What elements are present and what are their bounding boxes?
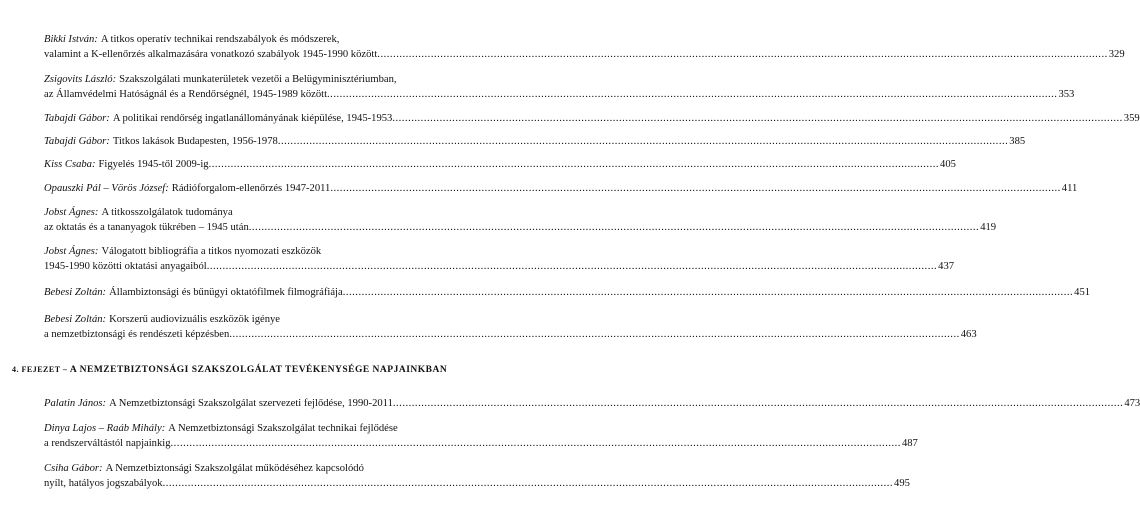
toc-entry bbox=[44, 181, 1078, 196]
entry-page-number: 385 bbox=[1009, 136, 1026, 147]
entry-title: Korszerű audiovizuális eszközök igénye bbox=[109, 314, 281, 325]
entry-title: Állambiztonsági és bűnügyi oktatófilmek filmográfiája bbox=[109, 287, 343, 298]
toc-entry bbox=[44, 461, 910, 491]
dot-leader bbox=[171, 436, 901, 451]
entry-page-number: 411 bbox=[1061, 183, 1078, 194]
entry-title: az Államvédelmi Hatóságnál és a Rendőrségnél, 1945-1989 között bbox=[44, 89, 328, 100]
entry-title: Rádióforgalom-ellenőrzés 1947-2011 bbox=[171, 183, 331, 194]
toc-entry-line bbox=[44, 476, 910, 491]
entry-author: Palatin János: bbox=[44, 398, 107, 409]
entry-title: 1945-1990 közötti oktatási anyagaiból bbox=[44, 261, 207, 272]
dot-leader bbox=[330, 181, 1060, 196]
toc-entry bbox=[44, 157, 956, 172]
entry-page-number: 329 bbox=[1108, 49, 1125, 60]
toc-entry-line bbox=[44, 134, 1026, 149]
toc-entry-line bbox=[44, 220, 997, 235]
toc-entry-line bbox=[44, 47, 1125, 62]
entry-page-number: 495 bbox=[894, 478, 910, 489]
toc-entry-line bbox=[44, 205, 528, 220]
toc-entry-line bbox=[44, 396, 1140, 411]
entry-title: a rendszerváltástól napjainkig bbox=[44, 438, 171, 449]
entry-page-number: 473 bbox=[1124, 398, 1140, 409]
toc-entry-line bbox=[44, 244, 528, 259]
toc-entry-line bbox=[44, 259, 955, 274]
entry-title: az oktatás és a tananyagok tükrében – 1945 után bbox=[44, 222, 249, 233]
entry-title: A Nemzetbiztonsági Szakszolgálat szervezeti fejlődése, 1990-2011 bbox=[109, 398, 393, 409]
entry-page-number: 353 bbox=[1058, 89, 1075, 100]
entry-title: a nemzetbiztonsági és rendészeti képzésben bbox=[44, 329, 230, 340]
toc-entry bbox=[44, 72, 1075, 102]
toc-entry-line bbox=[44, 461, 528, 476]
entry-title: A titkos operatív technikai rendszabályok és módszerek, bbox=[100, 34, 340, 45]
entry-page-number: 359 bbox=[1123, 113, 1140, 124]
dot-leader bbox=[163, 476, 893, 491]
toc-entry bbox=[44, 32, 1125, 62]
toc-entry bbox=[44, 312, 977, 342]
entry-title: A Nemzetbiztonsági Szakszolgálat működéséhez kapcsolódó bbox=[105, 463, 364, 474]
toc-entry bbox=[44, 244, 955, 274]
dot-leader bbox=[209, 157, 939, 172]
entry-page-number: 463 bbox=[960, 329, 977, 340]
dot-leader bbox=[327, 87, 1057, 102]
dot-leader bbox=[343, 285, 1073, 300]
toc-entry-line bbox=[44, 181, 1078, 196]
entry-author: Csiha Gábor: bbox=[44, 463, 103, 474]
toc-entry bbox=[44, 111, 1140, 126]
dot-leader bbox=[377, 47, 1107, 62]
entry-title: A titkosszolgálatok tudománya bbox=[101, 207, 233, 218]
chapter-label: FEJEZET bbox=[21, 365, 61, 374]
toc-entry-line bbox=[44, 312, 528, 327]
chapter-number: 4. bbox=[12, 365, 19, 374]
toc-entry-line bbox=[44, 327, 977, 342]
dot-leader bbox=[229, 327, 959, 342]
entry-page-number: 405 bbox=[940, 159, 956, 170]
toc-entry-line bbox=[44, 157, 956, 172]
entry-title: valamint a K-ellenőrzés alkalmazására vonatkozó szabályok 1945-1990 között bbox=[44, 49, 378, 60]
entry-page-number: 487 bbox=[901, 438, 918, 449]
entry-author: Bebesi Zoltán: bbox=[44, 314, 107, 325]
entry-page-number: 419 bbox=[980, 222, 997, 233]
entry-title: A Nemzetbiztonsági Szakszolgálat technikai fejlődése bbox=[168, 423, 398, 434]
dot-leader bbox=[249, 220, 979, 235]
entry-author: Jobst Ágnes: bbox=[44, 207, 99, 218]
toc-entry-line bbox=[44, 111, 1140, 126]
entry-title: Szakszolgálati munkaterületek vezetői a Belügyminisztériumban, bbox=[119, 74, 397, 85]
entry-title: A politikai rendőrség ingatlanállományának kiépülése, 1945-1953 bbox=[112, 113, 393, 124]
entry-title: Figyelés 1945-től 2009-ig bbox=[98, 159, 209, 170]
entry-page-number: 451 bbox=[1074, 287, 1091, 298]
entry-author: Zsigovits László: bbox=[44, 74, 117, 85]
dot-leader bbox=[392, 111, 1122, 126]
toc-entry bbox=[44, 285, 1091, 300]
entry-author: Bebesi Zoltán: bbox=[44, 287, 107, 298]
dot-leader bbox=[393, 396, 1123, 411]
entry-author: Tabajdi Gábor: bbox=[44, 136, 110, 147]
entry-author: Kiss Csaba: bbox=[44, 159, 96, 170]
entry-title: Titkos lakások Budapesten, 1956-1978 bbox=[112, 136, 278, 147]
entry-author: Tabajdi Gábor: bbox=[44, 113, 110, 124]
toc-entry-line bbox=[44, 32, 528, 47]
entry-author: Jobst Ágnes: bbox=[44, 246, 99, 257]
entry-author: Bikki István: bbox=[44, 34, 98, 45]
dot-leader bbox=[278, 134, 1008, 149]
toc-entry-line bbox=[44, 285, 1091, 300]
dot-leader bbox=[207, 259, 937, 274]
chapter-heading bbox=[12, 365, 532, 375]
entry-title: nyílt, hatályos jogszabályok bbox=[44, 478, 163, 489]
toc-entry bbox=[44, 396, 1140, 411]
toc-entry-line bbox=[44, 87, 1075, 102]
entry-author: Dinya Lajos – Raáb Mihály: bbox=[44, 423, 166, 434]
entry-page-number: 437 bbox=[938, 261, 955, 272]
toc-entry-line bbox=[44, 72, 528, 87]
toc-entry bbox=[44, 205, 997, 235]
entry-author: Opauszki Pál – Vörös József: bbox=[44, 183, 169, 194]
entry-title: Válogatott bibliográfia a titkos nyomozati eszközök bbox=[101, 246, 322, 257]
toc-entry-line bbox=[44, 436, 918, 451]
chapter-dash: – bbox=[62, 365, 68, 374]
chapter-title: A NEMZETBIZTONSÁGI SZAKSZOLGÁLAT TEVÉKENYSÉGE NAPJAINKBAN bbox=[69, 365, 448, 375]
toc-entry-line bbox=[44, 421, 528, 436]
toc-entry bbox=[44, 134, 1026, 149]
toc-entry bbox=[44, 421, 918, 451]
